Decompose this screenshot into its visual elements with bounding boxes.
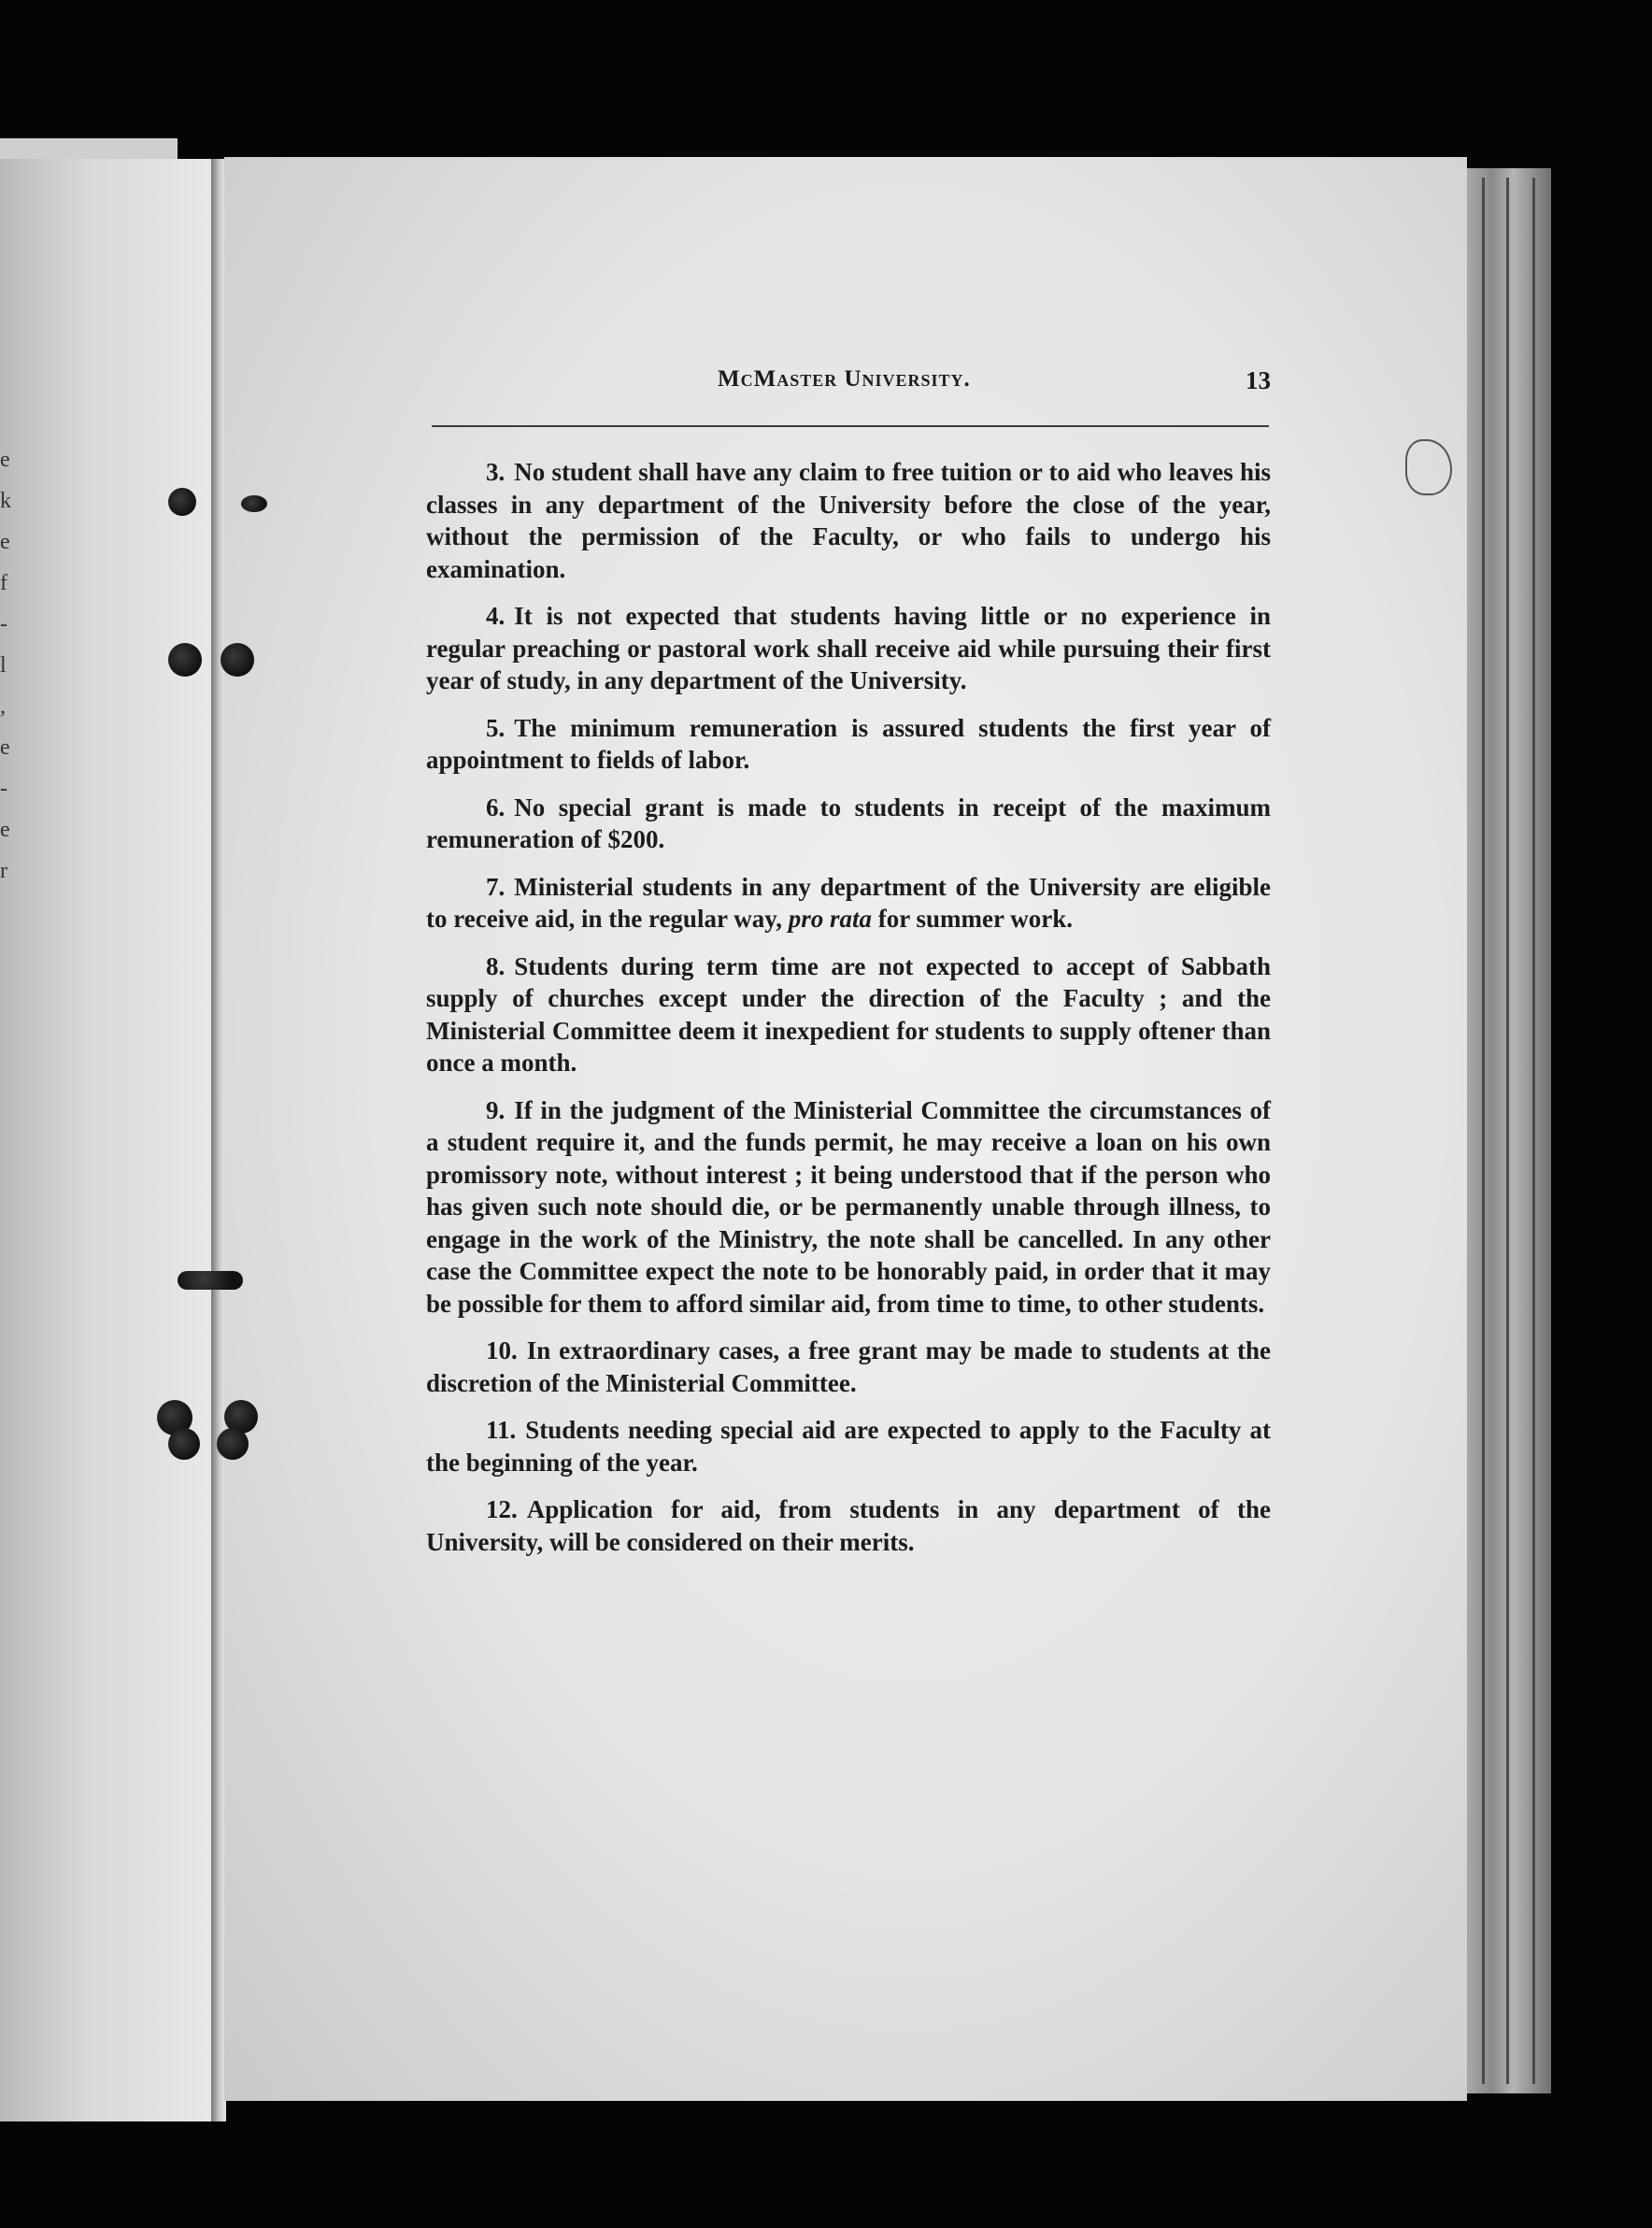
paragraph-number: 9. <box>486 1095 506 1124</box>
binding-hole <box>168 488 196 516</box>
paragraph-number: 11. <box>486 1416 517 1444</box>
paragraph-text: The minimum remuneration is assured students the first year of appointment to fields of labor. <box>426 713 1271 774</box>
margin-char: - <box>0 777 7 801</box>
paragraph <box>426 456 1271 585</box>
paragraph-number: 3. <box>486 458 506 486</box>
header-rule <box>432 425 1269 427</box>
binding-hole <box>168 1428 200 1460</box>
margin-char: e <box>0 448 10 472</box>
paragraph-number: 8. <box>486 951 506 980</box>
paragraph-text: Ministerial students in any department of the University are eligible to receive aid, in the regular way, <box>426 872 1271 933</box>
paragraph-italic-text: pro rata <box>788 905 872 933</box>
paragraph <box>426 1335 1271 1399</box>
running-head-title: McMaster University. <box>718 366 971 392</box>
margin-char: k <box>0 489 11 513</box>
binding-hole <box>241 495 267 512</box>
margin-char: e <box>0 818 10 842</box>
paragraph-text: Students during term time are not expected to accept of Sabbath supply of churches except under the direction of the Faculty ; and the Ministerial Committee deem it inexpedient for students to supply oftener than once a month. <box>426 951 1271 1077</box>
paragraph-text: No special grant is made to students in receipt of the maximum remuneration of $200. <box>426 793 1271 853</box>
margin-char: f <box>0 571 7 595</box>
page-edge-line <box>1482 178 1485 2084</box>
paragraph-text: No student shall have any claim to free tuition or to aid who leaves his classes in any department of the University before the close of the year, without the permission of the Faculty, or who fails to undergo his examination. <box>426 458 1271 583</box>
binding-hole <box>217 1428 249 1460</box>
margin-char: e <box>0 736 10 760</box>
paragraph-number: 7. <box>486 872 506 901</box>
paragraph-text: If in the judgment of the Ministerial Committee the circumstances of a student require it, and the funds permit, he may receive a loan on his own promissory note, without interest ; it being understood that if the person who has given such note should die, or be permanently unable through illness, to engage in the work of the Ministry, the note shall be cancelled. In any other case the Committee expect the note to be honorably paid, in order that it may be possible for them to afford similar aid, from time to time, to other students. <box>426 1095 1271 1318</box>
paragraph-number: 5. <box>486 713 506 742</box>
margin-char: , <box>0 694 6 719</box>
paragraph-number: 10. <box>486 1336 518 1364</box>
page-edge-line <box>1532 178 1535 2084</box>
paragraph <box>426 712 1271 777</box>
paragraph-text: Students needing special aid are expected to apply to the Faculty at the beginning of the year. <box>426 1416 1271 1477</box>
margin-char: r <box>0 859 7 883</box>
paragraph-number: 6. <box>486 793 506 821</box>
left-leaf-top <box>0 138 178 159</box>
paragraph <box>426 792 1271 856</box>
page-edge-line <box>1506 178 1509 2084</box>
paragraph-text: Application for aid, from students in any department of the University, will be considered on their merits. <box>426 1495 1271 1556</box>
paragraph <box>426 871 1271 935</box>
paragraph-text: for summer work. <box>871 905 1073 933</box>
left-page-margin-text <box>0 439 21 892</box>
binding-hole <box>178 1271 243 1290</box>
paragraph-text: In extraordinary cases, a free grant may be made to students at the discretion of the Ministerial Committee. <box>426 1336 1271 1397</box>
paragraph <box>426 1094 1271 1321</box>
paragraph <box>426 1414 1271 1478</box>
left-page-leaf <box>0 159 215 2121</box>
binding-hole <box>168 643 202 677</box>
paragraph <box>426 600 1271 697</box>
margin-char: - <box>0 612 7 636</box>
paragraph-number: 4. <box>486 602 506 630</box>
paragraph-text: It is not expected that students having little or no experience in regular preaching or pastoral work shall receive aid while pursuing their first year of study, in any department of the University. <box>426 602 1271 694</box>
running-head <box>430 366 1271 404</box>
margin-char: e <box>0 530 10 554</box>
paragraph <box>426 1493 1271 1558</box>
page-number: 13 <box>1246 366 1271 394</box>
margin-char: l <box>0 653 7 678</box>
page-edge-stack <box>1467 168 1551 2093</box>
paragraph-number: 12. <box>486 1495 518 1523</box>
paragraph <box>426 950 1271 1079</box>
binding-hole <box>221 643 254 677</box>
body-text <box>426 456 1271 1573</box>
